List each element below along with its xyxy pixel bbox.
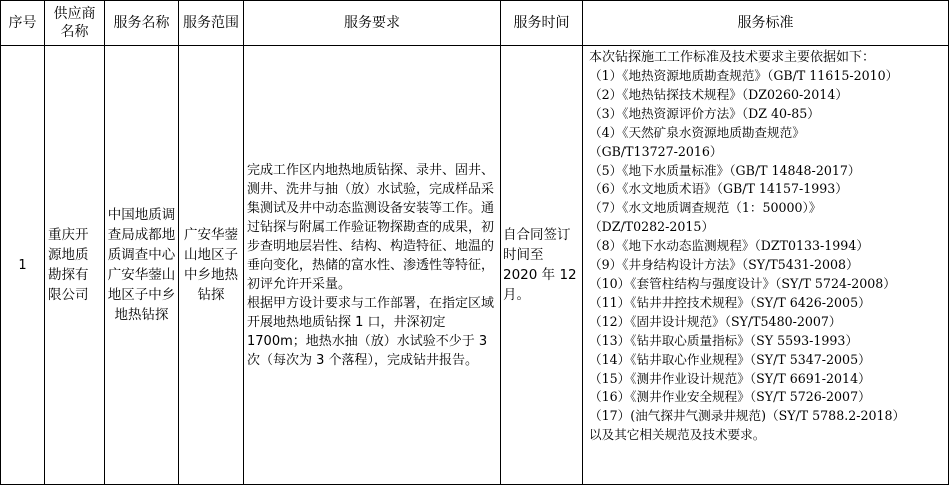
requirement-paragraph-1: 完成工作区内地热地质钻探、录井、固井、测井、洗井与抽（放）水试验，完成样品采集测试及井中动态监测设备安装等工作。通过钻探与附属工作验证物探勘查的成果，初步查明地层岩性、结构、构造特征、地温的垂向变化，热储的富水性、渗透性等特征，初评允许开采量。	[247, 162, 495, 292]
standard-intro: 本次钻探施工工作标准及技术要求主要依据如下：	[589, 50, 876, 65]
cell-service-standard	[583, 46, 949, 485]
cell-service-time: 自合同签订时间至 2020 年 12 月。	[501, 46, 583, 485]
cell-service-requirements	[244, 46, 501, 485]
standard-item: （2）《地热钻探技术规程》（DZ0260-2014）	[589, 86, 848, 102]
standard-item: （6）《水文地质术语》（GB/T 14157-1993）	[589, 181, 848, 197]
standard-item: （DZ/T0282-2015）	[589, 219, 715, 235]
standard-item: （14）《钻井取心作业规程》（SY/T 5347-2005）	[589, 351, 871, 367]
standard-item: （16）《测井作业安全规程》（SY/T 5726-2007）	[589, 389, 871, 405]
standard-item: （1）《地热资源地质勘查规范》（GB/T 11615-2010）	[589, 68, 899, 83]
cell-supplier: 重庆开源地质勘探有限公司	[45, 46, 105, 485]
header-row	[1, 1, 949, 46]
standard-item: （10）《套管柱结构与强度设计》（SY/T 5724-2008）	[589, 275, 896, 291]
standard-item: （9）《井身结构设计方法》（SY/T5431-2008）	[589, 257, 859, 273]
standard-item: （12）《固井设计规范》（SY/T5480-2007）	[589, 313, 842, 329]
standard-item: （15）《测井作业设计规范》（SY/T 6691-2014）	[589, 370, 871, 386]
standard-item: （17）(油气探井气测录井规范)（SY/T 5788.2-2018）	[589, 408, 906, 424]
standards-list	[589, 67, 946, 445]
requirement-paragraph-2: 根据甲方设计要求与工作部署，在指定区域开展地热地质钻探 1 口，井深初定 1700m；地热水抽（放）水试验不少于 3 次（每次为 3 个落程），完成钻井报告。	[247, 295, 495, 368]
header-service-time: 服务时间	[501, 1, 583, 46]
standard-item: （8）《地下水动态监测规程》（DZT0133-1994）	[589, 238, 869, 254]
cell-service-scope: 广安华蓥山地区子中乡地热钻探	[179, 46, 244, 485]
cell-service-name: 中国地质调查局成都地质调查中心广安华蓥山地区子中乡地热钻探	[105, 46, 179, 485]
standard-item: （3）《地热资源评价方法》（DZ 40-85）	[589, 105, 820, 121]
header-service-scope: 服务范围	[179, 1, 244, 46]
header-supplier: 供应商名称	[45, 1, 105, 46]
header-service-requirements: 服务要求	[244, 1, 501, 46]
standard-item: （GB/T13727-2016）	[589, 143, 723, 159]
standard-item: （5）《地下水质量标准》（GB/T 14848-2017）	[589, 162, 861, 178]
standard-item: 以及其它相关规范及技术要求。	[589, 427, 766, 443]
table-row	[1, 46, 949, 485]
header-service-name: 服务名称	[105, 1, 179, 46]
standard-item: （7）《水文地质调查规范（1：50000）》	[589, 200, 822, 216]
standard-item: （11）《钻井井控技术规程》（SY/T 6426-2005）	[589, 294, 871, 310]
standard-item: （13）《钻井取心质量指标》（SY 5593-1993）	[589, 332, 859, 348]
standard-item: （4）《天然矿泉水资源地质勘查规范》	[589, 124, 805, 140]
header-service-standard: 服务标准	[583, 1, 949, 46]
cell-no: 1	[1, 46, 45, 485]
header-no: 序号	[1, 1, 45, 46]
